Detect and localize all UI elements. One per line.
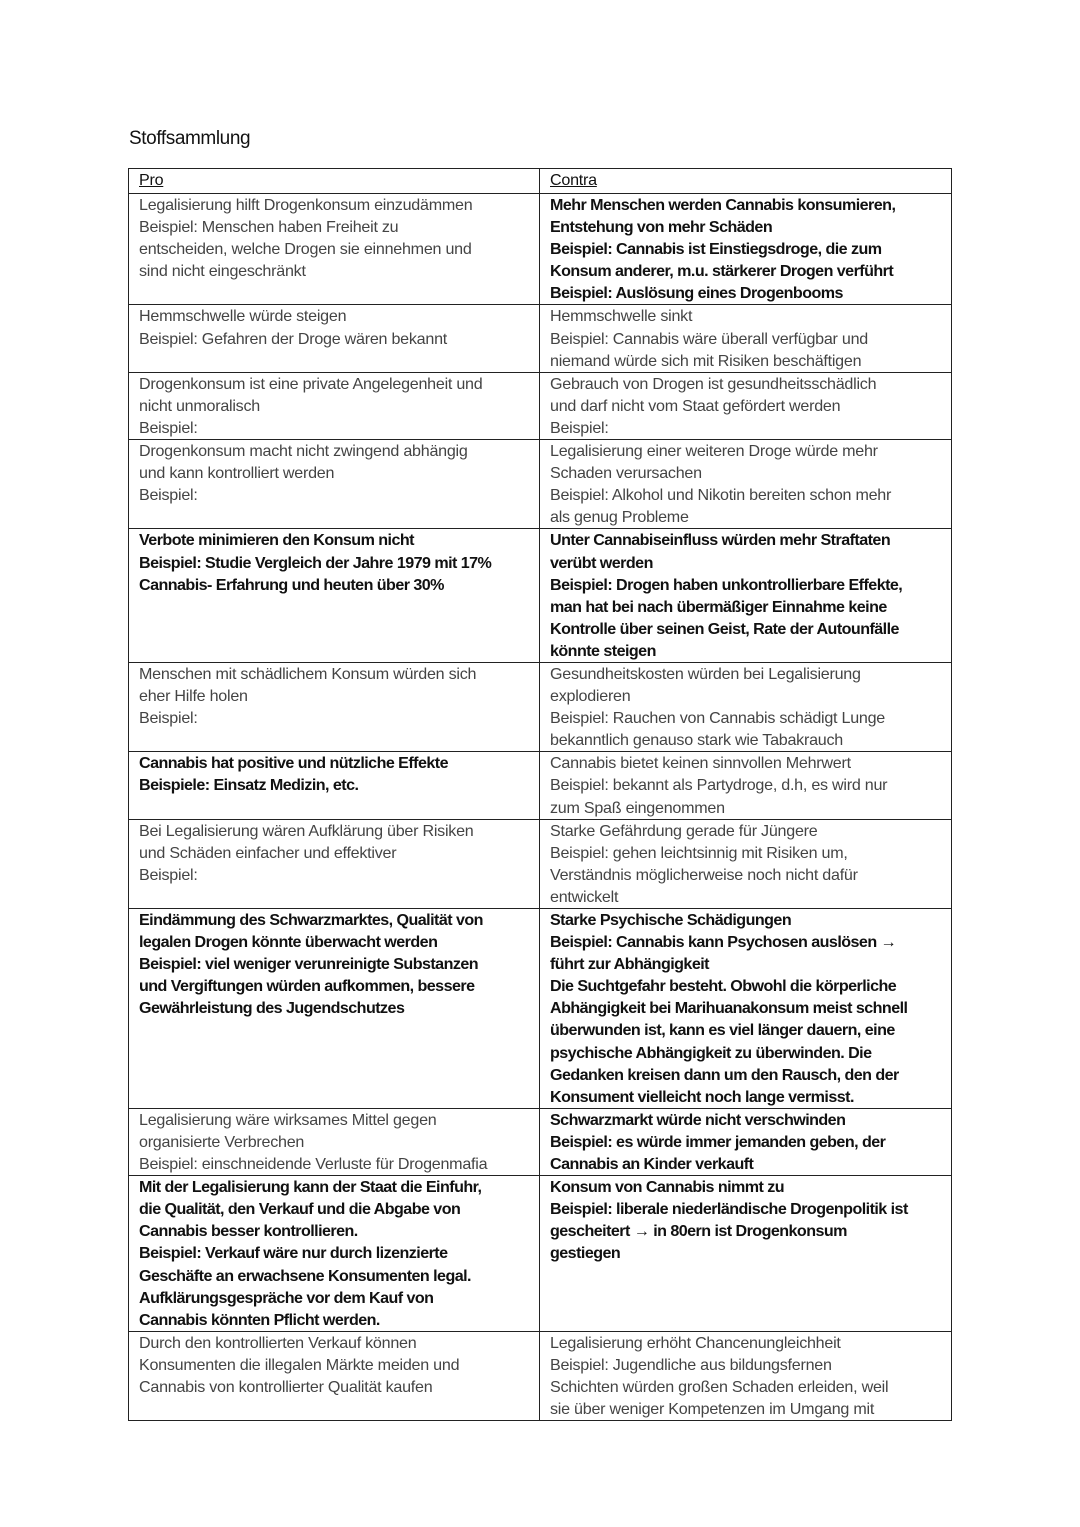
cell-line: Gebrauch von Drogen ist gesundheitsschädlich — [550, 374, 877, 393]
cell-line: Cannabis an Kinder verkauft — [550, 1155, 754, 1174]
contra-cell — [540, 305, 952, 372]
cell-line: und Vergiftungen würden aufkommen, bessere — [139, 977, 475, 996]
cell-line: Unter Cannabiseinfluss würden mehr Straftaten — [550, 531, 891, 550]
pro-cell — [129, 662, 540, 751]
cell-line: Durch den kontrollierten Verkauf können — [139, 1333, 417, 1352]
contra-cell — [540, 909, 952, 1109]
cell-line: und darf nicht vom Staat gefördert werden — [550, 396, 841, 415]
cell-line: Mehr Menschen werden Cannabis konsumieren, — [550, 196, 896, 214]
cell-line: Gesundheitskosten würden bei Legalisierung — [550, 664, 861, 683]
cell-line: man hat bei nach übermäßiger Einnahme keine — [550, 597, 887, 616]
cell-line: Beispiel: Auslösung eines Drogenbooms — [550, 284, 843, 303]
pro-cell — [129, 372, 540, 439]
pro-cell — [129, 752, 540, 819]
cell-line: Hemmschwelle sinkt — [550, 307, 693, 326]
table-row — [129, 1176, 952, 1332]
cell-line: Beispiel: — [550, 418, 609, 437]
contra-cell — [540, 194, 952, 305]
cell-line: Beispiel: Studie Vergleich der Jahre 1979 mit 17% — [139, 553, 492, 572]
cell-line: Cannabis besser kontrollieren. — [139, 1222, 358, 1241]
cell-line: niemand würde sich mit Risiken beschäftigen — [550, 351, 862, 370]
cell-line: und Schäden einfacher und effektiver — [139, 843, 397, 862]
cell-line: Drogenkonsum ist eine private Angelegenheit und — [139, 374, 483, 393]
cell-line: entwickelt — [550, 887, 619, 906]
cell-line: Beispiel: bekannt als Partydroge, d.h, es wird nur — [550, 776, 888, 795]
cell-line: Beispiel: einschneidende Verluste für Drogenmafia — [139, 1155, 488, 1174]
contra-cell — [540, 1108, 952, 1175]
cell-line: gescheitert → in 80ern ist Drogenkonsum — [550, 1222, 847, 1241]
cell-line: Beispiel: Cannabis kann Psychosen auslösen → — [550, 933, 897, 952]
cell-line: Beispiel: Menschen haben Freiheit zu — [139, 218, 399, 237]
cell-line: zum Spaß eingenommen — [550, 798, 725, 817]
cell-line: Gedanken kreisen dann um den Rausch, den der — [550, 1065, 899, 1084]
cell-line: könnte steigen — [550, 641, 656, 660]
cell-line: Kontrolle über seinen Geist, Rate der Autounfälle — [550, 619, 899, 638]
cell-line: explodieren — [550, 687, 631, 706]
table-row — [129, 194, 952, 305]
cell-line: Beispiel: Cannabis wäre überall verfügbar und — [550, 329, 868, 348]
cell-line: Menschen mit schädlichem Konsum würden sich — [139, 664, 477, 683]
cell-line: Legalisierung erhöht Chancenungleichheit — [550, 1333, 841, 1352]
table-row — [129, 662, 952, 751]
contra-cell — [540, 819, 952, 908]
cell-line: Beispiel: Drogen haben unkontrollierbare Effekte, — [550, 575, 903, 594]
cell-line: Beispiele: Einsatz Medizin, etc. — [139, 776, 359, 795]
cell-line: verübt werden — [550, 553, 653, 572]
pro-cell — [129, 819, 540, 908]
pro-cell — [129, 440, 540, 529]
cell-line: Legalisierung einer weiteren Droge würde mehr — [550, 442, 878, 461]
contra-cell — [540, 752, 952, 819]
table-row — [129, 440, 952, 529]
cell-line: Entstehung von mehr Schäden — [550, 218, 773, 237]
contra-cell — [540, 1176, 952, 1332]
cell-line: Eindämmung des Schwarzmarktes, Qualität von — [139, 911, 483, 929]
contra-cell — [540, 1331, 952, 1420]
table-body — [129, 194, 952, 1421]
cell-line: Beispiel: Verkauf wäre nur durch lizenzierte — [139, 1244, 448, 1263]
cell-line: Mit der Legalisierung kann der Staat die Einfuhr, — [139, 1178, 482, 1197]
cell-line: Beispiel: — [139, 709, 198, 728]
cell-line: Bei Legalisierung wären Aufklärung über Risiken — [139, 821, 474, 840]
cell-line: als genug Probleme — [550, 508, 689, 527]
cell-line: Konsum von Cannabis nimmt zu — [550, 1178, 785, 1197]
cell-line: Cannabis hat positive und nützliche Effekte — [139, 754, 448, 773]
cell-line: Verständnis möglicherweise noch nicht dafür — [550, 865, 858, 884]
cell-line: Beispiel: — [139, 418, 198, 437]
cell-line: Konsum anderer, m.u. stärkerer Drogen verführt — [550, 262, 894, 281]
cell-line: Beispiel: viel weniger verunreinigte Substanzen — [139, 955, 479, 974]
cell-line: nicht unmoralisch — [139, 396, 260, 415]
contra-cell — [540, 662, 952, 751]
pro-cell — [129, 305, 540, 372]
cell-line: Starke Gefährdung gerade für Jüngere — [550, 821, 818, 840]
cell-line: organisierte Verbrechen — [139, 1132, 305, 1151]
cell-line: Beispiel: liberale niederländische Drogenpolitik ist — [550, 1200, 908, 1219]
cell-line: Schichten würden großen Schaden erleiden, weil — [550, 1377, 889, 1396]
cell-line: Abhängigkeit bei Marihuanakonsum meist schnell — [550, 999, 908, 1018]
cell-line: psychische Abhängigkeit zu überwinden. Die — [550, 1043, 872, 1062]
cell-line: Cannabis könnten Pflicht werden. — [139, 1310, 380, 1329]
contra-cell — [540, 372, 952, 439]
cell-line: Beispiel: Rauchen von Cannabis schädigt Lunge — [550, 709, 886, 728]
cell-line: Hemmschwelle würde steigen — [139, 307, 347, 326]
table-row — [129, 752, 952, 819]
cell-line: Beispiel: Alkohol und Nikotin bereiten schon mehr — [550, 486, 892, 505]
table-row — [129, 1331, 952, 1420]
table-header-row — [129, 169, 952, 194]
pro-cell — [129, 529, 540, 663]
cell-line: Beispiel: — [139, 865, 198, 884]
cell-line: Starke Psychische Schädigungen — [550, 911, 792, 929]
table-row — [129, 819, 952, 908]
cell-line: Beispiel: Gefahren der Droge wären bekannt — [139, 329, 447, 348]
header-pro: Pro — [129, 169, 540, 194]
cell-line: Aufklärungsgespräche vor dem Kauf von — [139, 1288, 434, 1307]
pro-cell — [129, 194, 540, 305]
header-contra: Contra — [540, 169, 952, 194]
cell-line: gestiegen — [550, 1244, 621, 1263]
cell-line: Gewährleistung des Jugendschutzes — [139, 999, 405, 1018]
cell-line: eher Hilfe holen — [139, 687, 248, 706]
cell-line: Schaden verursachen — [550, 464, 702, 483]
cell-line: Beispiel: Jugendliche aus bildungsfernen — [550, 1355, 832, 1374]
cell-line: und kann kontrolliert werden — [139, 464, 335, 483]
cell-line: Konsument vielleicht noch lange vermisst. — [550, 1087, 854, 1106]
cell-line: bekanntlich genauso stark wie Tabakrauch — [550, 731, 843, 750]
cell-line: Legalisierung wäre wirksames Mittel gegen — [139, 1110, 437, 1129]
cell-line: sind nicht eingeschränkt — [139, 262, 306, 281]
contra-cell — [540, 529, 952, 663]
cell-line: Verbote minimieren den Konsum nicht — [139, 531, 414, 550]
page-title: Stoffsammlung — [129, 128, 251, 149]
table-row — [129, 372, 952, 439]
cell-line: die Qualität, den Verkauf und die Abgabe von — [139, 1200, 461, 1219]
contra-cell — [540, 440, 952, 529]
cell-line: überwunden ist, kann es viel länger dauern, eine — [550, 1021, 895, 1040]
cell-line: Konsumenten die illegalen Märkte meiden und — [139, 1355, 460, 1374]
cell-line: Legalisierung hilft Drogenkonsum einzudämmen — [139, 196, 473, 214]
cell-line: Schwarzmarkt würde nicht verschwinden — [550, 1110, 846, 1129]
cell-line: Geschäfte an erwachsene Konsumenten legal. — [139, 1266, 471, 1285]
cell-line: sie über weniger Kompetenzen im Umgang mit — [550, 1400, 875, 1419]
cell-line: führt zur Abhängigkeit — [550, 955, 709, 974]
cell-line: Drogenkonsum macht nicht zwingend abhängig — [139, 442, 468, 461]
pro-cell — [129, 1176, 540, 1332]
pro-cell — [129, 1331, 540, 1420]
cell-line: Beispiel: Cannabis ist Einstiegsdroge, die zum — [550, 240, 882, 259]
table-row — [129, 1108, 952, 1175]
cell-line: Cannabis von kontrollierter Qualität kaufen — [139, 1377, 433, 1396]
table-row — [129, 305, 952, 372]
pro-contra-table — [128, 168, 952, 1421]
cell-line: entscheiden, welche Drogen sie einnehmen und — [139, 240, 472, 259]
cell-line: Beispiel: gehen leichtsinnig mit Risiken um, — [550, 843, 848, 862]
cell-line: Die Suchtgefahr besteht. Obwohl die körperliche — [550, 977, 897, 996]
pro-cell — [129, 909, 540, 1109]
cell-line: Beispiel: es würde immer jemanden geben, der — [550, 1132, 886, 1151]
table-row — [129, 529, 952, 663]
cell-line: legalen Drogen könnte überwacht werden — [139, 933, 438, 952]
cell-line: Beispiel: — [139, 486, 198, 505]
cell-line: Cannabis- Erfahrung und heuten über 30% — [139, 575, 444, 594]
cell-line: Cannabis bietet keinen sinnvollen Mehrwert — [550, 754, 851, 773]
table-row — [129, 909, 952, 1109]
pro-cell — [129, 1108, 540, 1175]
